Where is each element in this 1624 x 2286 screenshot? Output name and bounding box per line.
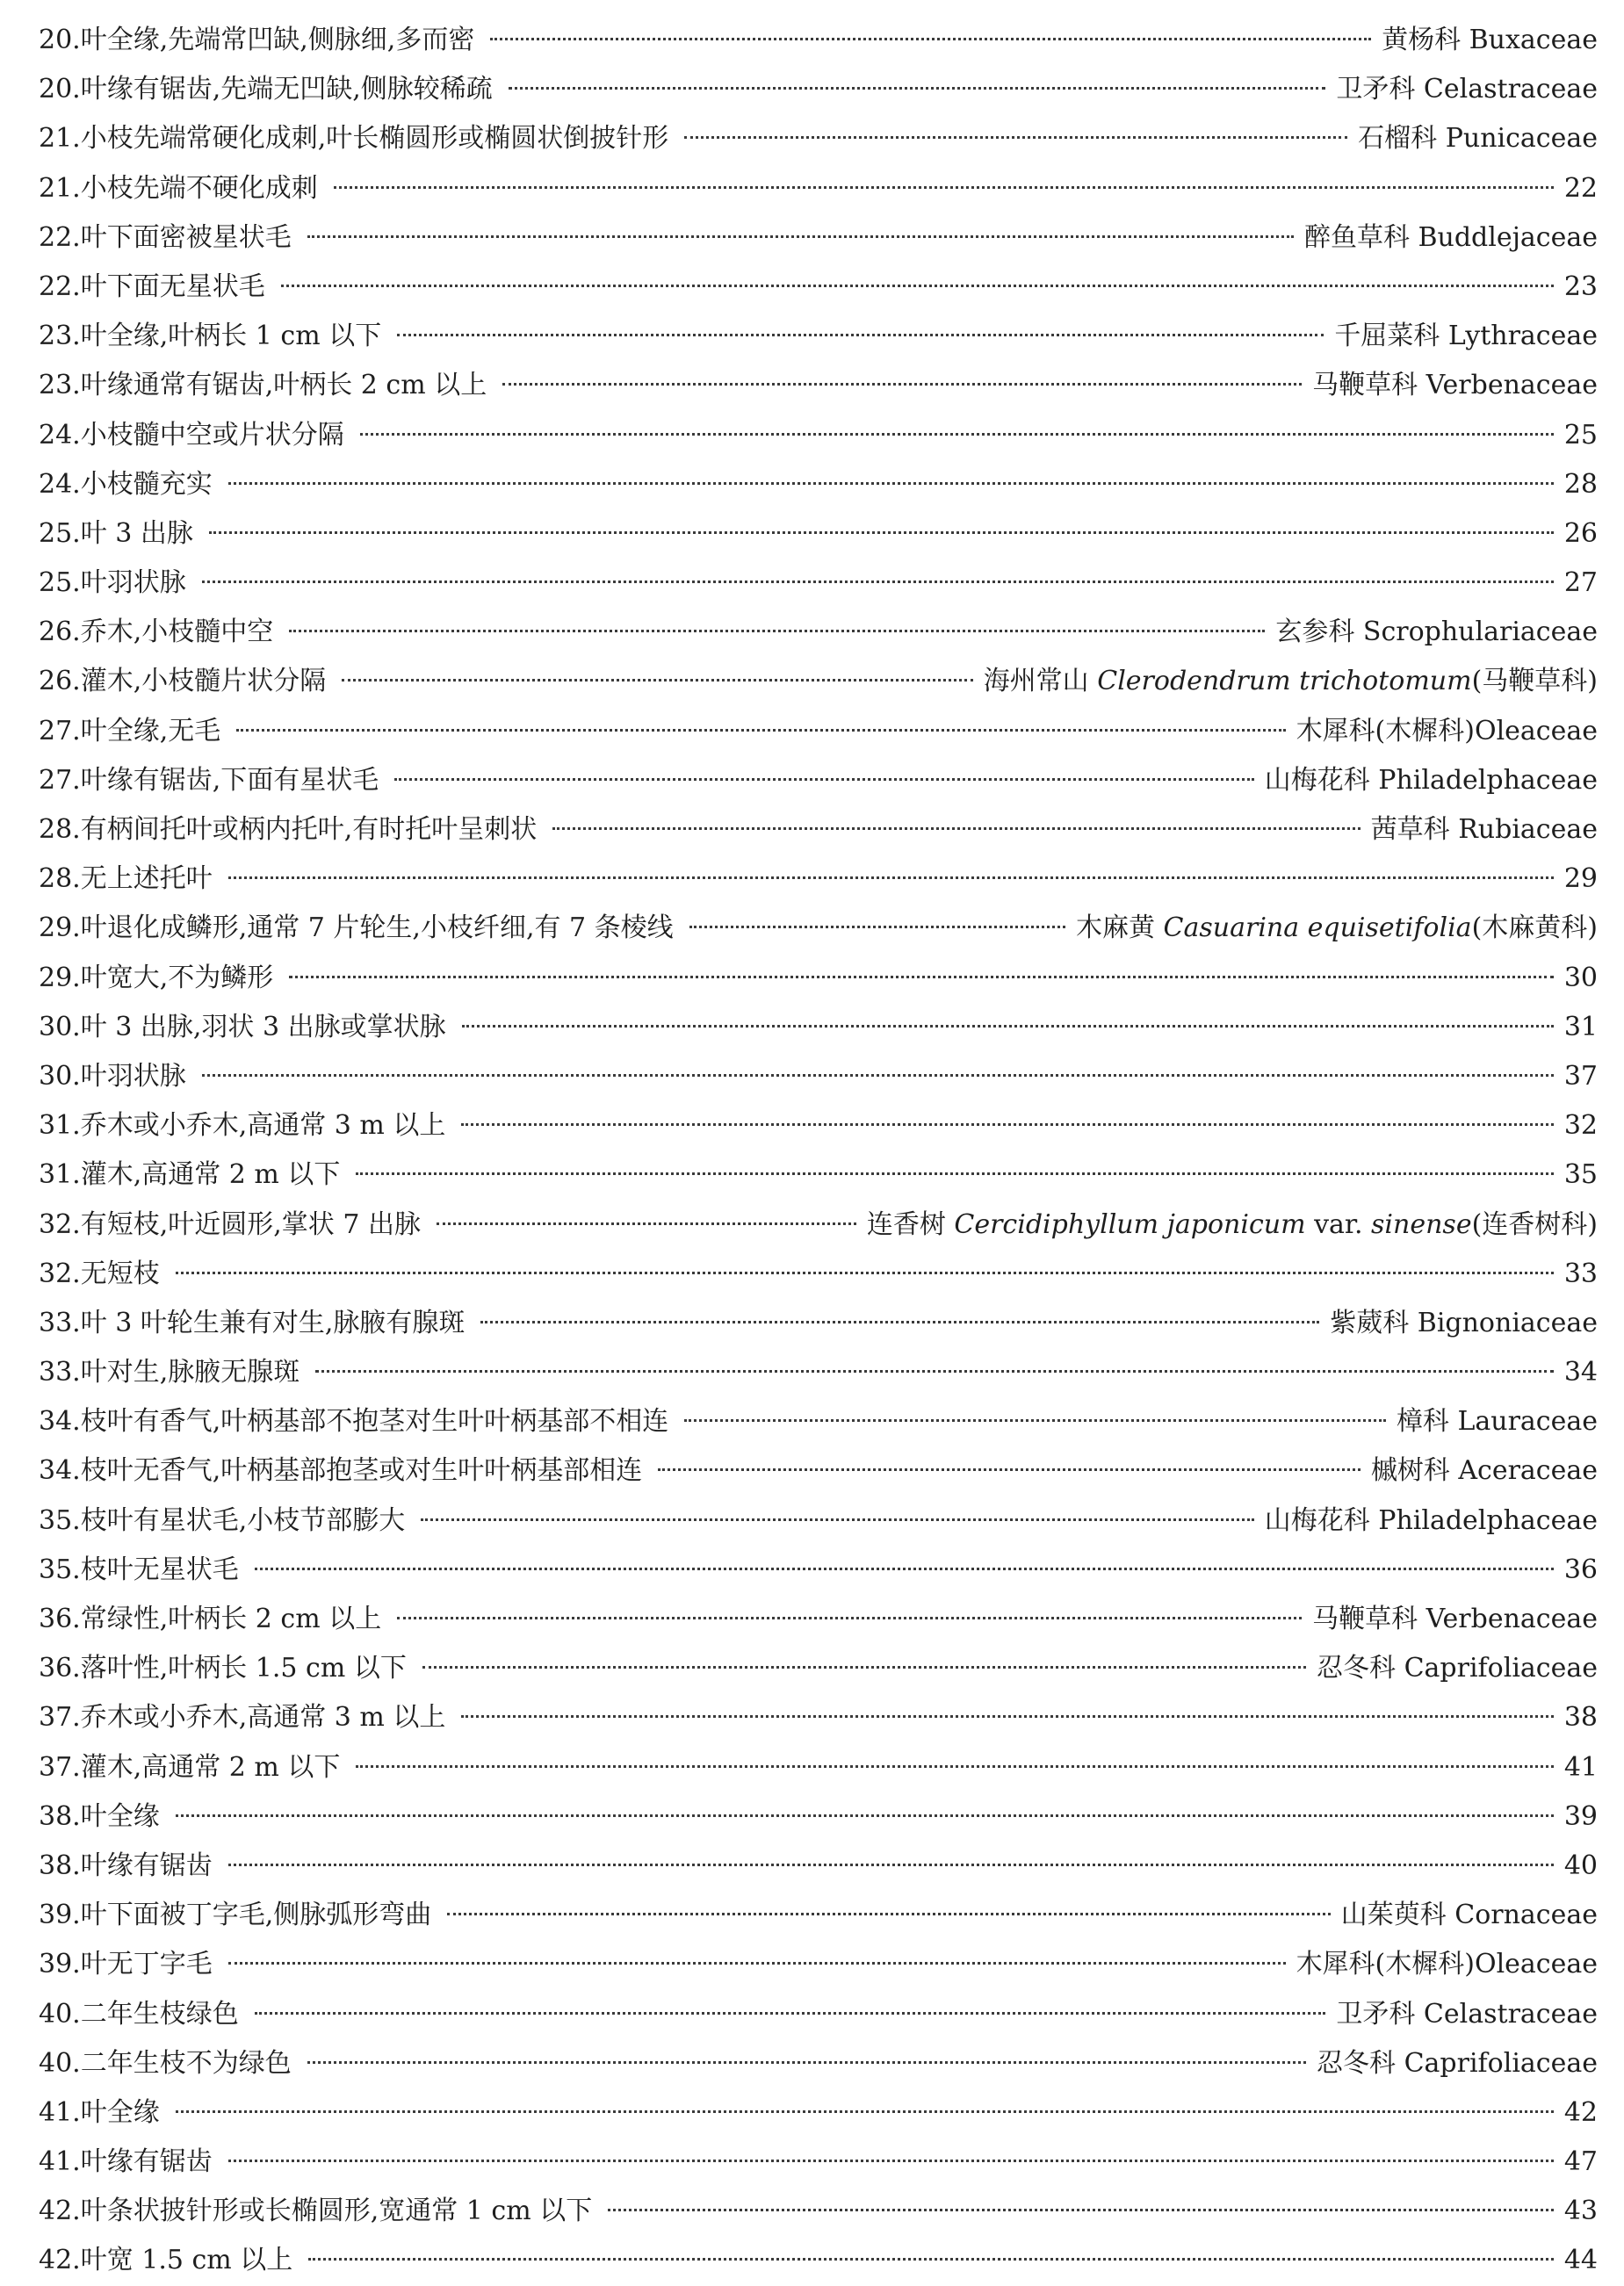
couplet-result	[1564, 164, 1598, 213]
result-text: 23	[1563, 270, 1598, 302]
dot-leader	[490, 38, 1371, 40]
dot-leader	[360, 433, 1554, 436]
couplet-result	[1564, 1250, 1598, 1299]
result-text: 22	[1563, 172, 1598, 204]
key-entry	[39, 1546, 1598, 1595]
key-entry	[39, 411, 1598, 460]
couplet-number: 33.	[39, 1307, 81, 1338]
couplet-number: 30.	[39, 1060, 81, 1092]
couplet-result	[1564, 1693, 1598, 1742]
result-text: 33	[1563, 1258, 1598, 1289]
result-text: 连香树	[866, 1208, 955, 1240]
scientific-name: Cercidiphyllum japonicum	[954, 1208, 1306, 1240]
key-entry	[39, 263, 1598, 312]
result-text: 37	[1563, 1060, 1598, 1092]
dot-leader	[255, 1568, 1554, 1570]
couplet-result	[1564, 2138, 1598, 2187]
key-entry	[39, 1201, 1598, 1250]
couplet-number: 25.	[39, 517, 81, 549]
couplet-description: 叶 3 出脉,羽状 3 出脉或掌状脉	[80, 1011, 446, 1042]
key-entry	[39, 460, 1598, 509]
key-entry	[39, 312, 1598, 361]
couplet-result	[1330, 1299, 1598, 1348]
dot-leader	[228, 1864, 1554, 1866]
dot-leader	[437, 1222, 856, 1225]
couplet-description: 叶下面无星状毛	[80, 270, 265, 302]
key-entry	[39, 954, 1598, 1003]
couplet-number: 31.	[39, 1110, 81, 1142]
dot-leader	[255, 2012, 1326, 2015]
result-text: 39	[1563, 1800, 1598, 1832]
couplet-description: 叶缘有锯齿	[80, 2146, 213, 2178]
result-text: 樟科 Lauraceae	[1396, 1406, 1598, 1438]
result-text: 醉鱼草科 Buddlejaceae	[1303, 221, 1598, 253]
dot-leader	[658, 1468, 1361, 1471]
result-text: 27	[1563, 567, 1598, 599]
result-text: 木犀科(木樨科)Oleaceae	[1296, 1949, 1598, 1980]
key-entry	[39, 114, 1598, 163]
couplet-number: 22.	[39, 270, 81, 302]
couplet-number: 23.	[39, 370, 81, 401]
key-entry	[39, 213, 1598, 263]
dot-leader	[356, 1765, 1553, 1768]
couplet-result	[1265, 756, 1598, 805]
result-text: 忍冬科 Caprifoliaceae	[1317, 1653, 1598, 1684]
couplet-number: 37.	[39, 1702, 81, 1734]
couplet-description: 常绿性,叶柄长 2 cm 以上	[80, 1604, 382, 1634]
couplet-number: 24.	[39, 468, 81, 500]
result-text: 38	[1563, 1702, 1598, 1734]
key-entry	[39, 361, 1598, 410]
result-text: 28	[1563, 468, 1598, 500]
couplet-description: 灌木,高通常 2 m 以下	[80, 1159, 341, 1191]
key-entry	[39, 1101, 1598, 1150]
couplet-number: 37.	[39, 1751, 81, 1783]
couplet-result	[1564, 1348, 1598, 1397]
couplet-description: 叶宽大,不为鳞形	[80, 962, 274, 993]
couplet-number: 38.	[39, 1800, 81, 1832]
couplet-number: 33.	[39, 1357, 81, 1388]
result-text: 槭树科 Aceraceae	[1370, 1455, 1598, 1487]
dot-leader	[176, 2110, 1554, 2113]
couplet-description: 叶羽状脉	[80, 567, 186, 599]
key-entry	[39, 2187, 1598, 2236]
dot-leader	[307, 235, 1294, 238]
scientific-name: Casuarina equisetifolia	[1163, 912, 1472, 944]
key-entry	[39, 1003, 1598, 1052]
key-entry	[39, 707, 1598, 756]
couplet-result	[1564, 2088, 1598, 2138]
couplet-description: 叶退化成鳞形,通常 7 片轮生,小枝纤细,有 7 条棱线	[80, 912, 674, 944]
couplet-number: 21.	[39, 123, 81, 155]
result-text: 马鞭草科 Verbenaceae	[1312, 370, 1598, 401]
couplet-description: 叶缘有锯齿	[80, 1850, 213, 1881]
result-text: 山梅花科 Philadelphaceae	[1264, 764, 1598, 796]
result-text: 卫矛科 Celastraceae	[1336, 1998, 1598, 2030]
couplet-result	[1371, 1446, 1598, 1496]
couplet-description: 叶全缘	[80, 1800, 160, 1832]
couplet-description: 叶 3 叶轮生兼有对生,脉腋有腺斑	[80, 1307, 466, 1338]
couplet-result	[1564, 954, 1598, 1003]
key-entry	[39, 756, 1598, 805]
couplet-result	[1564, 263, 1598, 312]
result-text: 26	[1563, 517, 1598, 549]
couplet-description: 叶 3 出脉	[80, 517, 193, 549]
couplet-number: 27.	[39, 764, 81, 796]
couplet-description: 枝叶有香气,叶柄基部不抱茎对生叶叶柄基部不相连	[80, 1406, 669, 1438]
result-text: 黄杨科 Buxaceae	[1382, 25, 1598, 55]
dot-leader	[394, 778, 1253, 781]
key-entry	[39, 1743, 1598, 1792]
result-text: 茜草科 Rubiaceae	[1370, 814, 1598, 845]
dot-leader	[308, 2258, 1554, 2261]
couplet-number: 21.	[39, 172, 81, 204]
result-text: 31	[1563, 1011, 1598, 1042]
dot-leader	[289, 630, 1265, 632]
couplet-number: 41.	[39, 2096, 81, 2128]
couplet-result	[867, 1201, 1598, 1250]
key-entry	[39, 608, 1598, 657]
couplet-description: 小枝先端不硬化成刺	[80, 172, 318, 204]
dot-leader	[461, 1715, 1553, 1718]
dot-leader	[422, 1666, 1306, 1669]
result-text: 36	[1563, 1554, 1598, 1585]
result-text: (马鞭草科)	[1471, 666, 1598, 697]
dot-leader	[509, 87, 1326, 90]
key-entry	[39, 855, 1598, 904]
dot-leader	[502, 383, 1302, 386]
dot-leader	[289, 976, 1554, 978]
couplet-description: 叶全缘,先端常凹缺,侧脉细,多而密	[80, 25, 475, 55]
couplet-number: 31.	[39, 1159, 81, 1191]
key-entry	[39, 164, 1598, 213]
couplet-number: 24.	[39, 419, 81, 451]
couplet-description: 叶全缘	[80, 2096, 160, 2128]
result-text: 石榴科 Punicaceae	[1358, 123, 1598, 155]
key-entry	[39, 1150, 1598, 1200]
couplet-result	[1564, 1546, 1598, 1595]
couplet-result	[1564, 1101, 1598, 1150]
result-text: 紫葳科 Bignoniaceae	[1330, 1307, 1598, 1338]
couplet-description: 小枝先端常硬化成刺,叶长椭圆形或椭圆状倒披针形	[80, 123, 669, 155]
dot-leader	[307, 2061, 1306, 2064]
couplet-result	[1296, 707, 1598, 756]
couplet-description: 乔木或小乔木,高通常 3 m 以上	[80, 1110, 446, 1142]
result-text: 山茱萸科 Cornaceae	[1340, 1900, 1598, 1931]
result-text: 山梅花科 Philadelphaceae	[1264, 1504, 1598, 1536]
result-text: 35	[1563, 1159, 1598, 1191]
dot-leader	[176, 1814, 1554, 1817]
couplet-description: 叶条状披针形或长椭圆形,宽通常 1 cm 以下	[80, 2196, 593, 2227]
couplet-result	[1564, 1842, 1598, 1891]
result-text: 卫矛科 Celastraceae	[1336, 74, 1598, 105]
couplet-result	[1336, 65, 1598, 114]
couplet-description: 无上述托叶	[80, 863, 213, 895]
couplet-description: 有短枝,叶近圆形,掌状 7 出脉	[80, 1208, 421, 1240]
dot-leader	[315, 1370, 1554, 1373]
key-entry	[39, 904, 1598, 953]
couplet-number: 36.	[39, 1653, 81, 1684]
dot-leader	[608, 2209, 1554, 2211]
key-entry	[39, 2039, 1598, 2088]
key-entry	[39, 1792, 1598, 1842]
couplet-number: 35.	[39, 1504, 81, 1536]
couplet-number: 22.	[39, 221, 81, 253]
couplet-result	[1275, 608, 1598, 657]
result-text: 34	[1563, 1357, 1598, 1388]
couplet-number: 29.	[39, 912, 81, 944]
dot-leader	[228, 876, 1554, 879]
key-entry	[39, 509, 1598, 559]
result-text: 47	[1563, 2146, 1598, 2178]
couplet-number: 26.	[39, 617, 81, 648]
result-text: 木犀科(木樨科)Oleaceae	[1296, 715, 1598, 746]
couplet-description: 叶羽状脉	[80, 1060, 186, 1092]
result-text: var.	[1305, 1208, 1372, 1240]
couplet-result	[1564, 855, 1598, 904]
couplet-description: 叶缘通常有锯齿,叶柄长 2 cm 以上	[80, 370, 487, 401]
couplet-result	[1397, 1397, 1598, 1446]
couplet-number: 32.	[39, 1208, 81, 1240]
couplet-description: 二年生枝不为绿色	[80, 2047, 292, 2079]
couplet-number: 30.	[39, 1011, 81, 1042]
dot-leader	[552, 827, 1360, 830]
couplet-number: 28.	[39, 863, 81, 895]
couplet-number: 39.	[39, 1900, 81, 1931]
result-text: 42	[1563, 2096, 1598, 2128]
couplet-result	[1317, 2039, 1598, 2088]
couplet-result	[1371, 805, 1598, 855]
couplet-number: 38.	[39, 1850, 81, 1881]
couplet-description: 无短枝	[80, 1258, 160, 1289]
couplet-number: 28.	[39, 814, 81, 845]
couplet-number: 36.	[39, 1604, 81, 1634]
key-entry	[39, 559, 1598, 608]
couplet-description: 叶全缘,叶柄长 1 cm 以下	[80, 321, 382, 352]
result-text: 41	[1563, 1751, 1598, 1783]
couplet-result	[1358, 114, 1598, 163]
couplet-number: 25.	[39, 567, 81, 599]
couplet-number: 34.	[39, 1455, 81, 1487]
couplet-description: 灌木,高通常 2 m 以下	[80, 1751, 341, 1783]
couplet-number: 20.	[39, 25, 81, 55]
dot-leader	[342, 679, 972, 681]
key-entry	[39, 2236, 1598, 2285]
dot-leader	[176, 1272, 1554, 1274]
key-entry	[39, 1250, 1598, 1299]
dot-leader	[228, 1962, 1286, 1965]
couplet-result	[984, 657, 1598, 706]
key-entry	[39, 2138, 1598, 2187]
key-entry-list	[39, 16, 1598, 2286]
key-entry	[39, 1693, 1598, 1742]
result-text: 马鞭草科 Verbenaceae	[1312, 1604, 1598, 1634]
key-entry	[39, 1990, 1598, 2039]
dot-leader	[480, 1321, 1319, 1323]
couplet-description: 枝叶无星状毛	[80, 1554, 239, 1585]
dot-leader	[447, 1913, 1330, 1915]
couplet-number: 35.	[39, 1554, 81, 1585]
key-entry	[39, 1397, 1598, 1446]
dot-leader	[421, 1518, 1253, 1521]
couplet-result	[1336, 1990, 1598, 2039]
result-text: 木麻黄	[1075, 912, 1164, 944]
couplet-result	[1564, 2187, 1598, 2236]
result-text: (木麻黄科)	[1471, 912, 1598, 944]
dot-leader	[202, 1074, 1554, 1077]
couplet-description: 叶宽 1.5 cm 以上	[80, 2245, 293, 2276]
couplet-result	[1317, 1644, 1598, 1693]
couplet-result	[1564, 1003, 1598, 1052]
couplet-result	[1564, 509, 1598, 559]
couplet-number: 41.	[39, 2146, 81, 2178]
key-entry	[39, 1348, 1598, 1397]
dot-leader	[462, 1025, 1554, 1028]
couplet-result	[1334, 312, 1598, 361]
couplet-description: 叶对生,脉腋无腺斑	[80, 1357, 300, 1388]
key-entry	[39, 1891, 1598, 1940]
key-entry	[39, 1299, 1598, 1348]
couplet-result	[1564, 2236, 1598, 2285]
key-entry	[39, 1644, 1598, 1693]
couplet-number: 29.	[39, 962, 81, 993]
couplet-result	[1564, 1052, 1598, 1101]
dot-leader	[397, 334, 1324, 336]
couplet-number: 40.	[39, 2047, 81, 2079]
dot-leader	[684, 136, 1347, 139]
couplet-description: 小枝髓充实	[80, 468, 213, 500]
dot-leader	[202, 581, 1554, 583]
couplet-number: 42.	[39, 2245, 81, 2276]
result-text: 25	[1563, 419, 1598, 451]
couplet-number: 39.	[39, 1949, 81, 1980]
couplet-description: 叶下面被丁字毛,侧脉弧形弯曲	[80, 1900, 432, 1931]
couplet-number: 32.	[39, 1258, 81, 1289]
result-text: 44	[1563, 2245, 1598, 2276]
dot-leader	[228, 482, 1554, 485]
key-entry	[39, 2088, 1598, 2138]
couplet-description: 枝叶有星状毛,小枝节部膨大	[80, 1504, 406, 1536]
couplet-description: 乔木,小枝髓中空	[80, 617, 274, 648]
couplet-description: 有柄间托叶或柄内托叶,有时托叶呈刺状	[80, 814, 538, 845]
key-entry	[39, 657, 1598, 706]
couplet-result	[1341, 1891, 1598, 1940]
couplet-description: 叶下面密被星状毛	[80, 221, 292, 253]
key-entry	[39, 1940, 1598, 1989]
couplet-result	[1296, 1940, 1598, 1989]
couplet-number: 26.	[39, 666, 81, 697]
couplet-description: 灌木,小枝髓片状分隔	[80, 666, 327, 697]
couplet-result	[1564, 1150, 1598, 1200]
result-text: 玄参科 Scrophulariaceae	[1275, 617, 1598, 648]
couplet-description: 叶无丁字毛	[80, 1949, 213, 1980]
couplet-result	[1304, 213, 1598, 263]
couplet-number: 40.	[39, 1998, 81, 2030]
couplet-result	[1312, 361, 1598, 410]
key-entry	[39, 1446, 1598, 1496]
couplet-result	[1564, 411, 1598, 460]
key-entry	[39, 65, 1598, 114]
couplet-description: 二年生枝绿色	[80, 1998, 239, 2030]
result-text: 29	[1563, 863, 1598, 895]
dot-leader	[281, 285, 1554, 287]
couplet-result	[1382, 16, 1598, 65]
couplet-description: 叶全缘,无毛	[80, 715, 221, 746]
couplet-number: 23.	[39, 321, 81, 352]
key-entry	[39, 1842, 1598, 1891]
key-entry	[39, 805, 1598, 855]
dot-leader	[209, 531, 1554, 534]
dot-leader	[356, 1172, 1553, 1175]
couplet-number: 42.	[39, 2196, 81, 2227]
couplet-description: 叶缘有锯齿,下面有星状毛	[80, 764, 379, 796]
couplet-description: 叶缘有锯齿,先端无凹缺,侧脉较稀疏	[80, 74, 493, 105]
dot-leader	[228, 2160, 1554, 2162]
result-text: 千屈菜科 Lythraceae	[1334, 321, 1598, 352]
result-text: 40	[1563, 1850, 1598, 1881]
couplet-result	[1564, 559, 1598, 608]
couplet-result	[1564, 460, 1598, 509]
scientific-name: Clerodendrum trichotomum	[1097, 666, 1472, 697]
dot-leader	[689, 926, 1065, 928]
result-text: (连香树科)	[1471, 1208, 1598, 1240]
couplet-result	[1076, 904, 1598, 953]
couplet-result	[1312, 1595, 1598, 1644]
scientific-name: sinense	[1371, 1208, 1472, 1240]
key-entry	[39, 1496, 1598, 1546]
key-entry	[39, 1595, 1598, 1644]
result-text: 32	[1563, 1110, 1598, 1142]
couplet-result	[1564, 1743, 1598, 1792]
dot-leader	[684, 1419, 1386, 1422]
key-entry	[39, 16, 1598, 65]
couplet-description: 枝叶无香气,叶柄基部抱茎或对生叶叶柄基部相连	[80, 1455, 643, 1487]
result-text: 海州常山	[983, 666, 1098, 697]
couplet-number: 20.	[39, 74, 81, 105]
dot-leader	[397, 1617, 1302, 1619]
result-text: 忍冬科 Caprifoliaceae	[1317, 2047, 1598, 2079]
couplet-result	[1265, 1496, 1598, 1546]
couplet-description: 落叶性,叶柄长 1.5 cm 以下	[80, 1653, 407, 1684]
dot-leader	[334, 186, 1554, 189]
result-text: 43	[1563, 2196, 1598, 2227]
couplet-description: 小枝髓中空或片状分隔	[80, 419, 344, 451]
key-entry	[39, 1052, 1598, 1101]
dot-leader	[236, 729, 1285, 732]
couplet-number: 34.	[39, 1406, 81, 1438]
dot-leader	[461, 1123, 1553, 1126]
couplet-number: 27.	[39, 715, 81, 746]
couplet-description: 乔木或小乔木,高通常 3 m 以上	[80, 1702, 446, 1734]
couplet-result	[1564, 1792, 1598, 1842]
result-text: 30	[1563, 962, 1598, 993]
